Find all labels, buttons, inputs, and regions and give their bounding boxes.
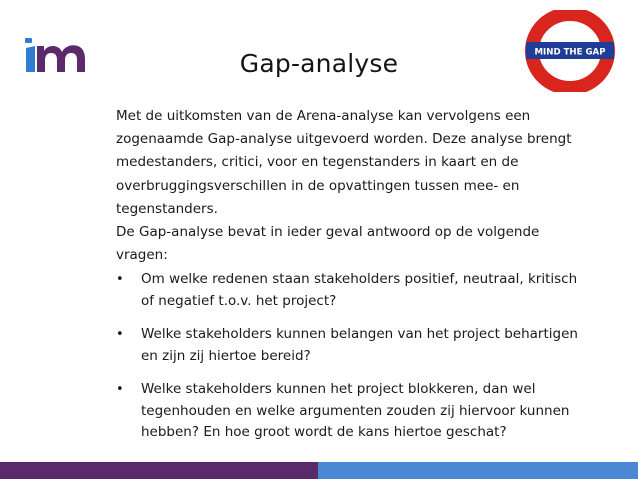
page-title-text: Gap-analyse [239,49,399,78]
text-line: medestanders, critici, voor en tegenstanders in kaart en de [116,154,519,171]
page-title [0,49,638,78]
text-line: Met de uitkomsten van de Arena-analyse kan vervolgens een [116,108,531,124]
footer-bar-left [0,462,318,479]
text-line: vragen: [116,247,168,264]
text-line: zogenaamde Gap-analyse uitgevoerd worden. Deze analyse brengt [116,131,572,148]
list-item [116,379,616,444]
paragraph-questions-intro [116,221,616,267]
slide-body [116,105,616,456]
text-line: hebben? En hoe groot wordt de kans hiertoe geschat? [141,424,507,441]
text-line: Welke stakeholders kunnen belangen van het project behartigen [141,326,578,343]
text-line: tegenstanders. [116,200,218,217]
bullet-icon: • [116,327,124,343]
footer-bar [0,462,638,479]
text-line: tegenhouden en welke argumenten zouden zij hiervoor kunnen [141,402,570,419]
question-list [116,269,616,444]
list-item [116,269,616,312]
roundel-label: MIND THE GAP [534,47,606,58]
text-line: overbruggingsverschillen in de opvattingen tussen mee- en [116,177,520,194]
paragraph-intro [116,105,616,221]
list-item [116,324,616,367]
text-line: en zijn zij hiertoe bereid? [141,347,311,364]
bullet-icon: • [116,382,124,398]
text-line: of negatief t.o.v. het project? [141,292,337,309]
footer-bar-right [318,462,638,479]
bullet-icon: • [116,272,124,288]
text-line: Om welke redenen staan stakeholders positief, neutraal, kritisch [141,271,578,288]
text-line: De Gap-analyse bevat in ieder geval antwoord op de volgende [116,224,540,241]
text-line: Welke stakeholders kunnen het project blokkeren, dan wel [141,381,536,398]
